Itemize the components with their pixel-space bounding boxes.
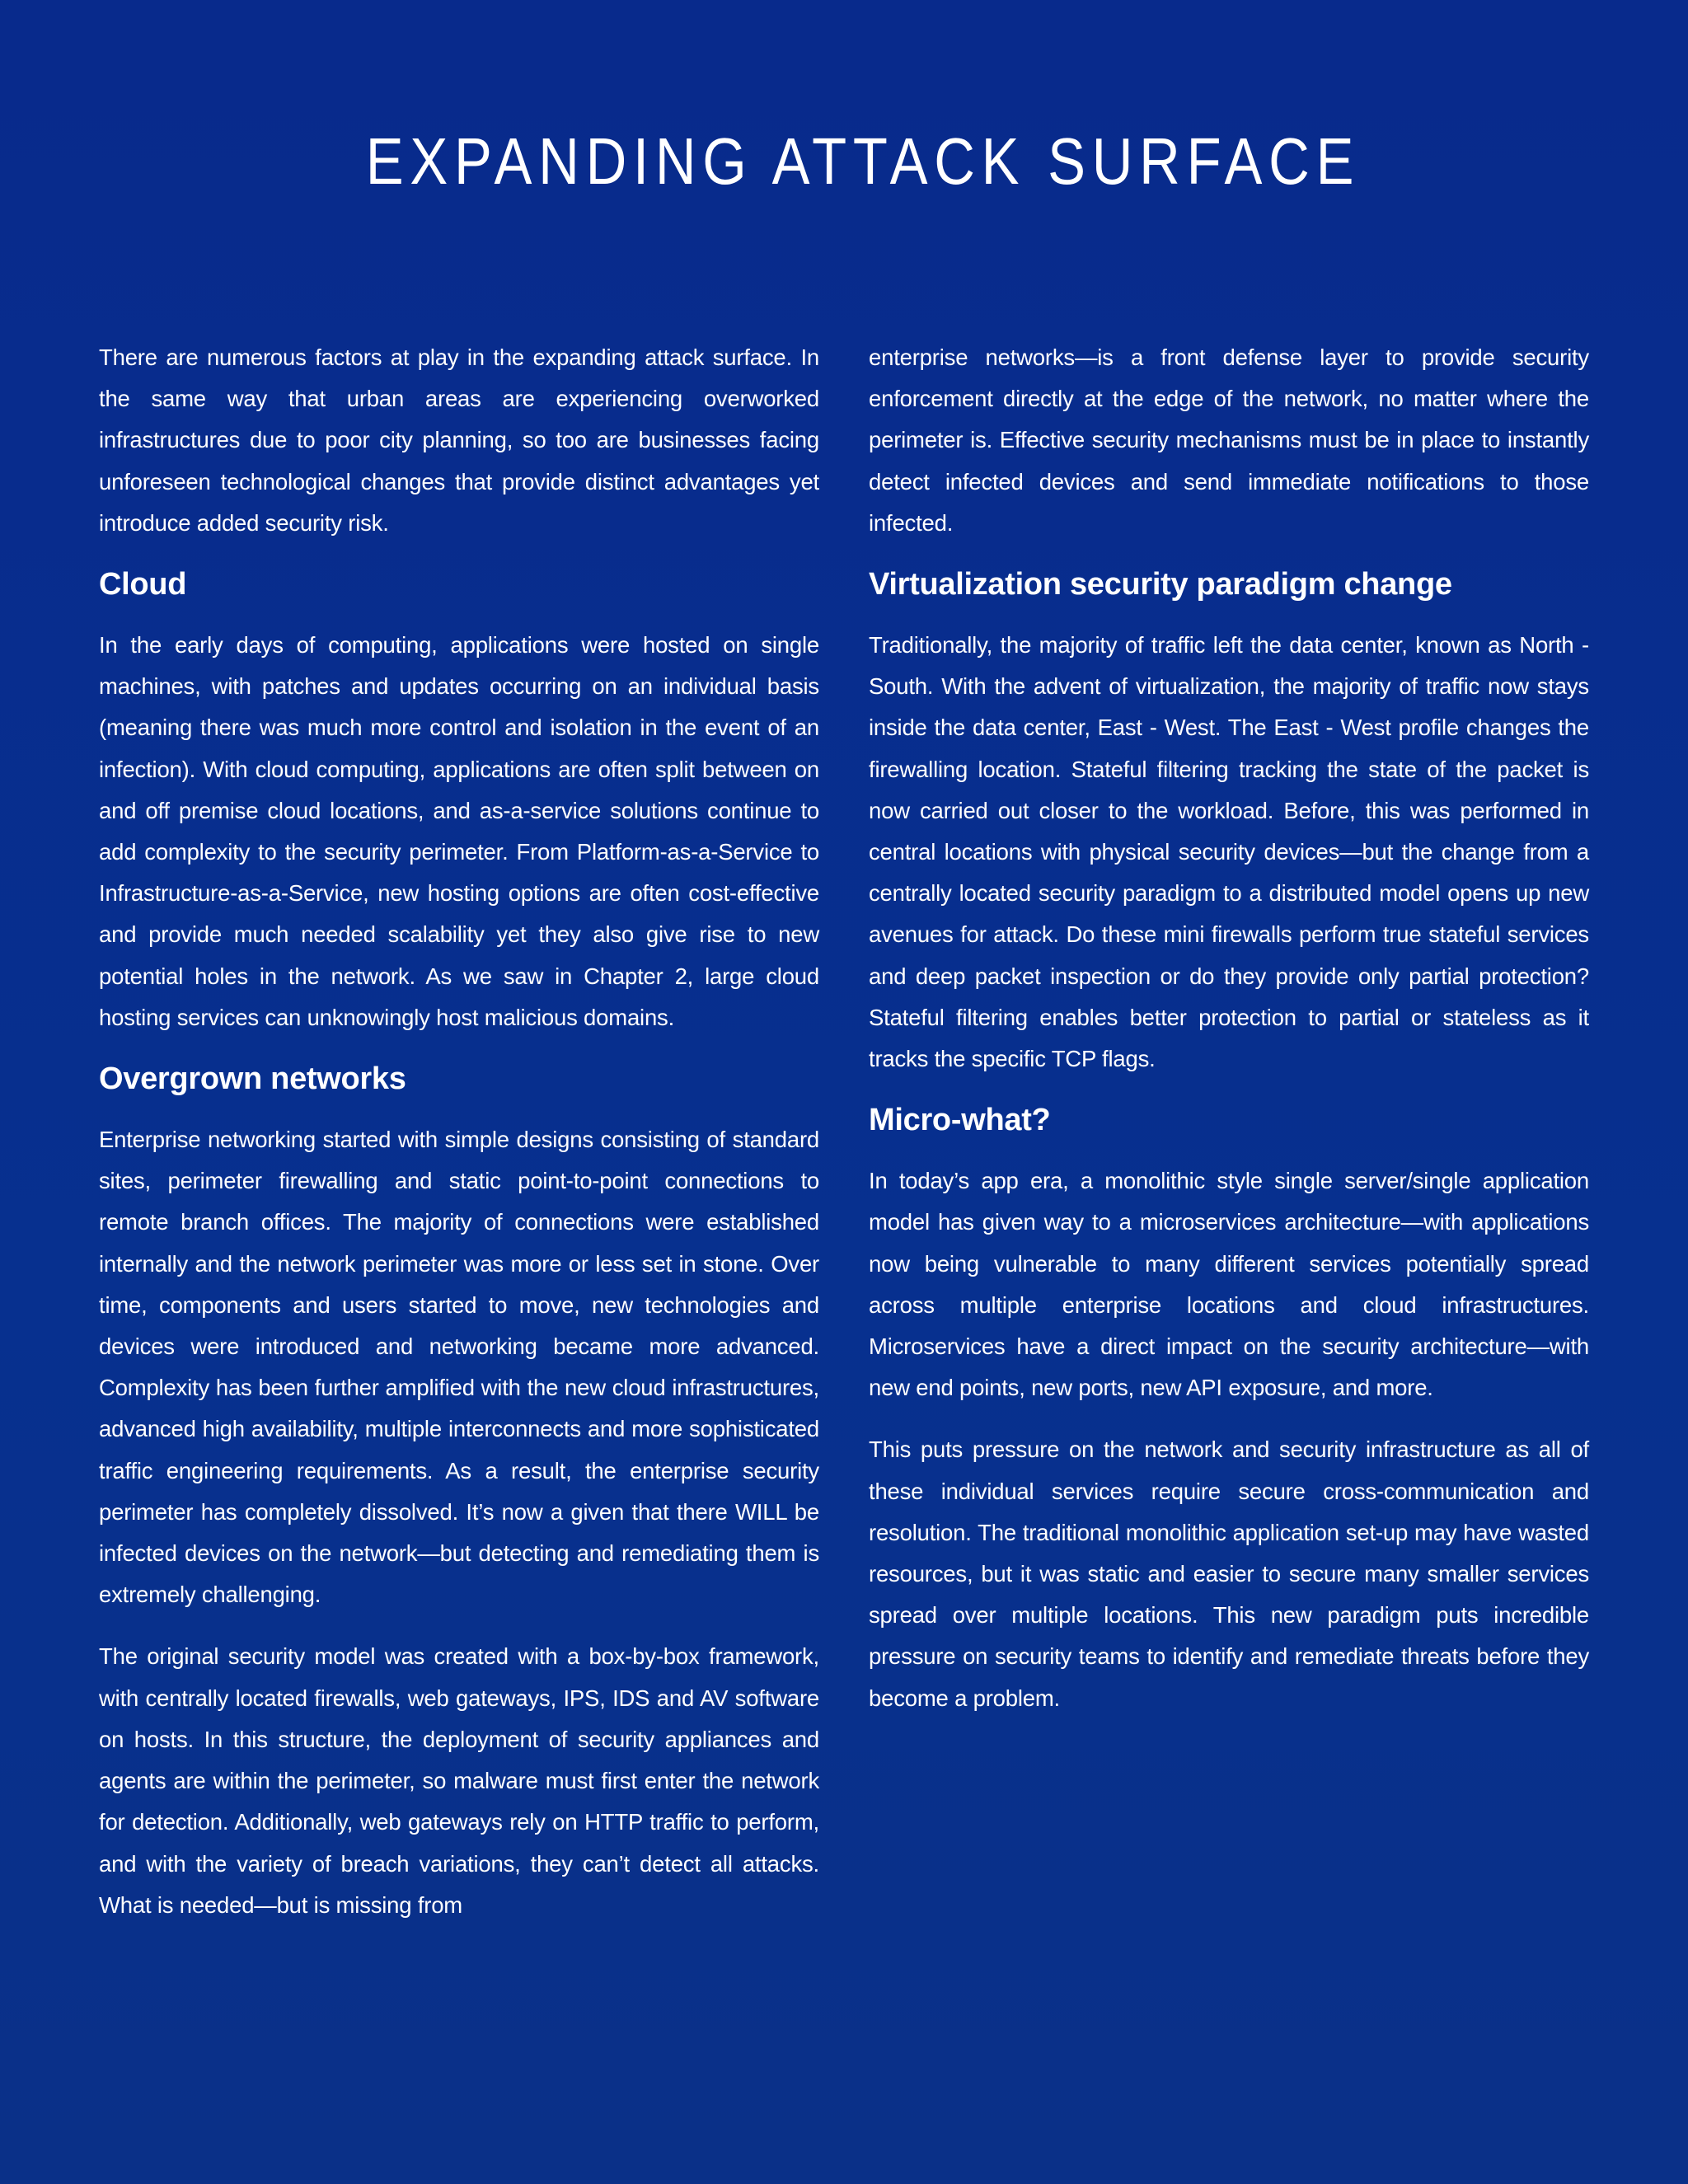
intro-paragraph: There are numerous factors at play in the expanding attack surface. In the same way that urban areas are experiencing overworked infrastructures due to poor city planning, so too are businesses facing unforeseen technological changes that provide distinct advantages yet introduce added security risk. [99,344,819,536]
continuation-paragraph: enterprise networks—is a front defense layer to provide security enforcement directly at the edge of the network, no matter where the perimeter is. Effective security mechanisms must be in place to instantly detect infected devices and send immediate notifications to those infected. [869,344,1589,536]
virtualization-paragraph: Traditionally, the majority of traffic left the data center, known as North - South. With the advent of virtualization, the majority of traffic now stays inside the data center, East - West. The East - West profile changes the firewalling location. Stateful filtering tracking the state of the packet is now carried out closer to the workload. Before, this was performed in central locations with physical security devices—but the change from a centrally located security paradigm to a distributed model opens up new avenues for attack. Do these mini firewalls perform true stateful services and deep packet inspection or do they provide only partial protection? Stateful filtering enables better protection to partial or stateless as it tracks the specific TCP flags. [869,632,1589,1072]
micro-what-paragraph-2: This puts pressure on the network and security infrastructure as all of these individual services require secure cross-communication and resolution. The traditional monolithic application set-up may have wasted resources, but it was static and easier to secure many smaller services spread over multiple locations. This new paradigm puts incredible pressure on security teams to identify and remediate threats before they become a problem. [869,1436,1589,1711]
left-column [99,337,819,1947]
overgrown-networks-heading: Overgrown networks [99,1062,406,1097]
micro-what-heading: Micro-what? [869,1103,1051,1138]
right-column [869,337,1589,1740]
virtualization-heading: Virtualization security paradigm change [869,567,1452,602]
overgrown-networks-paragraph-2: The original security model was created with a box-by-box framework, with centrally located firewalls, web gateways, IPS, IDS and AV software on hosts. In this structure, the deployment of security appliances and agents are within the perimeter, so malware must first enter the network for detection. Additionally, web gateways rely on HTTP traffic to perform, and with the variety of breach variations, they can’t detect all attacks. What is needed—but is missing from [99,1643,819,1918]
overgrown-networks-paragraph-1: Enterprise networking started with simple designs consisting of standard sites, perimeter firewalling and static point-to-point connections to remote branch offices. The majority of connections were established internally and the network perimeter was more or less set in stone. Over time, components and users started to move, new technologies and devices were introduced and networking became more advanced. Complexity has been further amplified with the new cloud infrastructures, advanced high availability, multiple interconnects and more sophisticated traffic engineering requirements. As a result, the enterprise security perimeter has completely dissolved. It’s now a given that there WILL be infected devices on the network—but detecting and remediating them is extremely challenging. [99,1127,819,1608]
cloud-paragraph: In the early days of computing, applications were hosted on single machines, with patches and updates occurring on an individual basis (meaning there was much more control and isolation in the event of an infection). With cloud computing, applications are often split between on and off premise cloud locations, and as-a-service solutions continue to add complexity to the security perimeter. From Platform-as-a-Service to Infrastructure-as-a-Service, new hosting options are often cost-effective and provide much needed scalability yet they also give rise to new potential holes in the network. As we saw in Chapter 2, large cloud hosting services can unknowingly host malicious domains. [99,632,819,1030]
cloud-heading: Cloud [99,567,187,602]
micro-what-paragraph-1: In today’s app era, a monolithic style single server/single application model has given way to a microservices architecture—with applications now being vulnerable to many different services potentially spread across multiple enterprise locations and cloud infrastructures. Microservices have a direct impact on the security architecture—with new end points, new ports, new API exposure, and more. [869,1168,1589,1401]
page-title: EXPANDING ATTACK SURFACE [365,124,1361,198]
